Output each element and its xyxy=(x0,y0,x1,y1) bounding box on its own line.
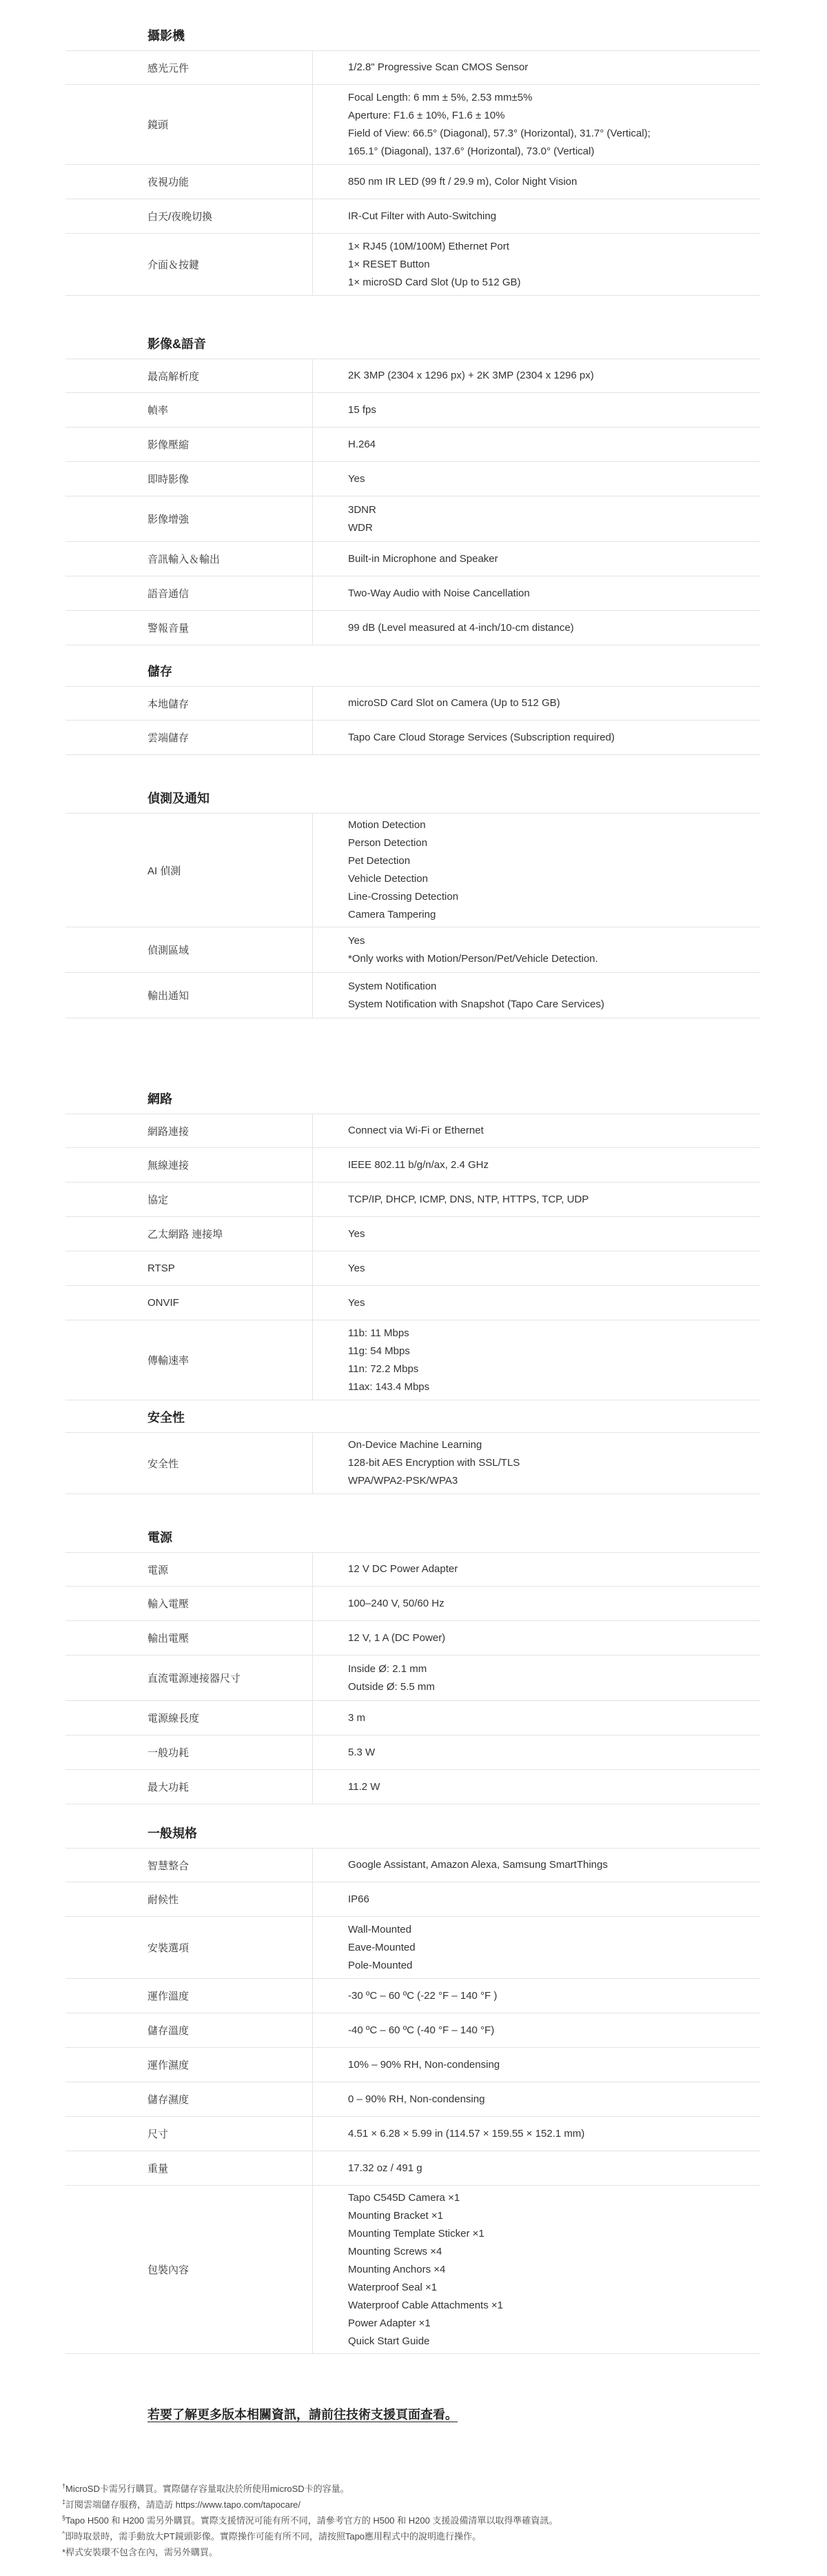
spec-value-line: H.264 xyxy=(348,438,376,450)
spec-label: 白天/夜晚切換 xyxy=(147,211,213,223)
spec-value-line: Person Detection xyxy=(348,837,428,849)
spec-label: 最高解析度 xyxy=(147,370,200,383)
spec-value xyxy=(348,1251,753,1285)
column-divider xyxy=(312,2117,313,2151)
spec-value xyxy=(348,542,753,576)
spec-value xyxy=(348,1770,753,1804)
spec-value-line: Waterproof Cable Attachments ×1 xyxy=(348,2299,503,2311)
column-divider xyxy=(312,721,313,754)
spec-value-line: Aperture: F1.6 ± 10%, F1.6 ± 10% xyxy=(348,109,505,121)
spec-label: 語音通信 xyxy=(147,588,190,600)
spec-value xyxy=(348,1917,753,1978)
spec-value xyxy=(348,687,753,720)
spec-value xyxy=(348,1433,753,1493)
column-divider xyxy=(312,687,313,720)
spec-label: 一般功耗 xyxy=(147,1747,190,1759)
spec-row xyxy=(65,2013,760,2048)
spec-label: 耐候性 xyxy=(147,1894,179,1906)
spec-value-line: 1× RESET Button xyxy=(348,258,430,270)
spec-value-line: 4.51 × 6.28 × 5.99 in (114.57 × 159.55 × 152.1 mm) xyxy=(348,2127,585,2140)
spec-row xyxy=(65,1701,760,1735)
spec-row xyxy=(65,1217,760,1251)
section-title: 影像&語音 xyxy=(147,337,206,351)
spec-value xyxy=(348,927,753,972)
column-divider xyxy=(312,576,313,610)
spec-value-line: 10% – 90% RH, Non-condensing xyxy=(348,2058,500,2071)
spec-value-line: 99 dB (Level measured at 4-inch/10-cm distance) xyxy=(348,621,574,634)
spec-row xyxy=(65,686,760,721)
spec-value xyxy=(348,199,753,233)
spec-label: 影像增強 xyxy=(147,514,190,525)
spec-value-line: Quick Start Guide xyxy=(348,2335,430,2347)
spec-value-line: 1/2.8" Progressive Scan CMOS Sensor xyxy=(348,61,529,73)
column-divider xyxy=(312,1917,313,1978)
column-divider xyxy=(312,1770,313,1804)
spec-value-line: 11ax: 143.4 Mbps xyxy=(348,1380,430,1393)
spec-value-line: System Notification xyxy=(348,980,437,992)
spec-value xyxy=(348,2013,753,2047)
column-divider xyxy=(312,611,313,645)
spec-label: 協定 xyxy=(147,1194,169,1206)
spec-label: 電源線長度 xyxy=(147,1713,200,1724)
column-divider xyxy=(312,1114,313,1147)
footnote-text: MicroSD卡需另行購買。實際儲存容量取決於所使用microSD卡的容量。 xyxy=(65,2484,349,2494)
spec-label: 輸出通知 xyxy=(147,990,190,1002)
spec-value xyxy=(348,1148,753,1182)
spec-value-line: 3 m xyxy=(348,1711,366,1724)
spec-label: 警報音量 xyxy=(147,623,190,634)
spec-row xyxy=(65,1114,760,1148)
spec-value-line: Mounting Anchors ×4 xyxy=(348,2263,446,2275)
spec-value-line: Tapo Care Cloud Storage Services (Subscription required) xyxy=(348,731,615,743)
spec-value-line: On-Device Machine Learning xyxy=(348,1439,482,1451)
column-divider xyxy=(312,973,313,1018)
column-divider xyxy=(312,393,313,427)
column-divider xyxy=(312,2151,313,2185)
spec-value-line: 15 fps xyxy=(348,403,376,416)
spec-value-line: Inside Ø: 2.1 mm xyxy=(348,1662,427,1675)
column-divider xyxy=(312,359,313,392)
spec-value-line: 2K 3MP (2304 x 1296 px) + 2K 3MP (2304 x 1296 px) xyxy=(348,370,594,381)
spec-value-line: WDR xyxy=(348,521,373,534)
column-divider xyxy=(312,1183,313,1216)
spec-value xyxy=(348,1621,753,1655)
column-divider xyxy=(312,51,313,84)
spec-value xyxy=(348,165,753,199)
spec-label: 直流電源連接器尺寸 xyxy=(147,1673,241,1684)
spec-value-line: 128-bit AES Encryption with SSL/TLS xyxy=(348,1457,520,1469)
spec-row xyxy=(65,1656,760,1701)
spec-row xyxy=(65,1735,760,1770)
spec-value-line: Power Adapter ×1 xyxy=(348,2317,431,2329)
spec-value xyxy=(348,462,753,496)
footnote-text: *桿式安裝環不包含在內，需另外購買。 xyxy=(62,2547,218,2557)
spec-label: 夜視功能 xyxy=(147,177,190,188)
spec-row xyxy=(65,1917,760,1979)
column-divider xyxy=(312,1979,313,2013)
spec-value-line: IR-Cut Filter with Auto-Switching xyxy=(348,210,497,222)
spec-row xyxy=(65,1251,760,1286)
spec-label: 儲存溫度 xyxy=(147,2025,190,2037)
spec-row xyxy=(65,1552,760,1587)
footnote-text: 即時取景時，需手動放大PT鏡頭影像。實際操作可能有所不同，請按照Tapo應用程式中的說明進行操作。 xyxy=(65,2531,482,2542)
spec-row xyxy=(65,496,760,542)
spec-value-line: *Only works with Motion/Person/Pet/Vehicle Detection. xyxy=(348,952,598,965)
footnote-line xyxy=(62,2497,765,2513)
spec-value xyxy=(348,1587,753,1620)
spec-label: 安裝選項 xyxy=(147,1942,190,1954)
spec-value-line: Eave-Mounted xyxy=(348,1941,416,1953)
spec-row xyxy=(65,1183,760,1217)
spec-value xyxy=(348,2048,753,2082)
spec-value-line: 12 V DC Power Adapter xyxy=(348,1563,458,1575)
spec-row xyxy=(65,1148,760,1183)
footnote-mark: § xyxy=(62,2514,66,2522)
spec-row xyxy=(65,1587,760,1621)
spec-label: ONVIF xyxy=(147,1297,179,1309)
column-divider xyxy=(312,496,313,541)
spec-row xyxy=(65,1621,760,1656)
column-divider xyxy=(312,1148,313,1182)
spec-value xyxy=(348,1286,753,1320)
spec-row xyxy=(65,165,760,199)
spec-value-line: Two-Way Audio with Noise Cancellation xyxy=(348,587,530,599)
spec-value-line: 100–240 V, 50/60 Hz xyxy=(348,1597,445,1609)
spec-value xyxy=(348,359,753,392)
spec-value-line: 1× RJ45 (10M/100M) Ethernet Port xyxy=(348,240,509,252)
spec-value-line: TCP/IP, DHCP, ICMP, DNS, NTP, HTTPS, TCP, UDP xyxy=(348,1193,589,1205)
spec-value-line: 11.2 W xyxy=(348,1780,380,1793)
spec-label: 運作溫度 xyxy=(147,1991,190,2002)
spec-row xyxy=(65,2186,760,2354)
spec-value xyxy=(348,1701,753,1735)
spec-value-line: IP66 xyxy=(348,1893,369,1905)
footnote-line xyxy=(62,2544,765,2560)
spec-row xyxy=(65,2048,760,2082)
spec-value-line: -40 ºC – 60 ºC (-40 °F – 140 °F) xyxy=(348,2024,495,2036)
spec-row xyxy=(65,611,760,645)
spec-label: 偵測區域 xyxy=(147,945,190,956)
spec-value-line: 12 V, 1 A (DC Power) xyxy=(348,1631,446,1644)
spec-value xyxy=(348,2117,753,2151)
spec-label: 即時影像 xyxy=(147,474,190,485)
spec-label: 介面＆按鍵 xyxy=(147,259,200,271)
spec-label: 尺寸 xyxy=(147,2129,169,2140)
spec-value-line: Yes xyxy=(348,1262,365,1274)
spec-label: 智慧整合 xyxy=(147,1860,190,1872)
spec-value-line: Vehicle Detection xyxy=(348,873,428,885)
section-title: 安全性 xyxy=(147,1411,185,1425)
spec-row xyxy=(65,1286,760,1320)
spec-row xyxy=(65,973,760,1018)
spec-value-line: 165.1° (Diagonal), 137.6° (Horizontal), 73.0° (Vertical) xyxy=(348,145,595,157)
spec-row xyxy=(65,927,760,973)
spec-value xyxy=(348,721,753,754)
footnote-text: Tapo H500 和 H200 需另外購買。實際支援情況可能有所不同，請參考官方的 H500 和 H200 支援設備清單以取得準確資訊。 xyxy=(65,2515,558,2526)
footnote-mark: ^ xyxy=(62,2530,65,2537)
column-divider xyxy=(312,165,313,199)
spec-row xyxy=(65,1432,760,1494)
spec-row xyxy=(65,1320,760,1400)
spec-value xyxy=(348,85,753,164)
spec-value-line: Motion Detection xyxy=(348,819,426,831)
column-divider xyxy=(312,1656,313,1700)
spec-row xyxy=(65,234,760,296)
column-divider xyxy=(312,234,313,295)
spec-value-line: 3DNR xyxy=(348,503,376,516)
spec-label: 傳輸速率 xyxy=(147,1355,190,1367)
spec-row xyxy=(65,2117,760,2151)
spec-label: 包裝內容 xyxy=(147,2264,190,2276)
section-title: 網路 xyxy=(147,1092,172,1106)
spec-row xyxy=(65,50,760,85)
spec-value-line: Connect via Wi-Fi or Ethernet xyxy=(348,1125,484,1136)
spec-label: 本地儲存 xyxy=(147,698,190,710)
spec-value xyxy=(348,1849,753,1882)
spec-row xyxy=(65,2082,760,2117)
footnote-text: 訂閱雲端儲存服務，請造訪 https://www.tapo.com/tapocare/ xyxy=(65,2499,300,2510)
spec-value xyxy=(348,576,753,610)
column-divider xyxy=(312,542,313,576)
spec-value xyxy=(348,496,753,541)
spec-value-line: Camera Tampering xyxy=(348,909,436,920)
spec-row xyxy=(65,721,760,755)
spec-row xyxy=(65,85,760,165)
spec-value-line: 11n: 72.2 Mbps xyxy=(348,1362,419,1375)
column-divider xyxy=(312,1882,313,1916)
spec-value xyxy=(348,1320,753,1400)
spec-label: 儲存濕度 xyxy=(147,2094,190,2106)
spec-value-line: 1× microSD Card Slot (Up to 512 GB) xyxy=(348,276,521,288)
section-title: 儲存 xyxy=(147,665,172,678)
spec-value-line: 850 nm IR LED (99 ft / 29.9 m), Color Night Vision xyxy=(348,175,578,188)
spec-label: 輸入電壓 xyxy=(147,1598,190,1610)
spec-value xyxy=(348,1656,753,1700)
spec-value xyxy=(348,51,753,84)
spec-value-line: 0 – 90% RH, Non-condensing xyxy=(348,2093,485,2105)
spec-value xyxy=(348,1882,753,1916)
spec-value-line: Mounting Screws ×4 xyxy=(348,2245,442,2257)
spec-value-line: Mounting Template Sticker ×1 xyxy=(348,2227,484,2240)
spec-value-line: Tapo C545D Camera ×1 xyxy=(348,2191,460,2204)
spec-label: 影像壓縮 xyxy=(147,439,190,451)
spec-value xyxy=(348,2082,753,2116)
spec-label: 幀率 xyxy=(147,405,169,416)
spec-value xyxy=(348,2151,753,2185)
spec-value-line: Focal Length: 6 mm ± 5%, 2.53 mm±5% xyxy=(348,91,533,103)
footnotes xyxy=(62,2481,765,2560)
spec-label: 重量 xyxy=(147,2163,169,2175)
spec-label: 雲端儲存 xyxy=(147,732,190,744)
spec-row xyxy=(65,462,760,496)
column-divider xyxy=(312,85,313,164)
section-title: 攝影機 xyxy=(147,29,185,43)
section-title: 一般規格 xyxy=(147,1827,197,1840)
spec-label: 運作濕度 xyxy=(147,2060,190,2071)
column-divider xyxy=(312,1286,313,1320)
spec-row xyxy=(65,576,760,611)
spec-value-line: 17.32 oz / 491 g xyxy=(348,2162,422,2174)
spec-value xyxy=(348,611,753,645)
spec-value xyxy=(348,1217,753,1251)
spec-label: 電源 xyxy=(147,1564,169,1576)
spec-label: 感光元件 xyxy=(147,62,190,74)
spec-row xyxy=(65,1770,760,1804)
spec-value-line: WPA/WPA2-PSK/WPA3 xyxy=(348,1475,458,1487)
spec-label: 鏡頭 xyxy=(147,119,169,131)
spec-label: AI 偵測 xyxy=(147,865,181,877)
spec-value-line: Yes xyxy=(348,934,365,947)
spec-value-line: Line-Crossing Detection xyxy=(348,891,459,903)
spec-value xyxy=(348,1114,753,1147)
column-divider xyxy=(312,199,313,233)
footnote-line xyxy=(62,2481,765,2497)
spec-value-line: microSD Card Slot on Camera (Up to 512 GB) xyxy=(348,697,560,709)
spec-row xyxy=(65,427,760,462)
spec-value-line: Google Assistant, Amazon Alexa, Samsung SmartThings xyxy=(348,1859,608,1871)
spec-value-line: Outside Ø: 5.5 mm xyxy=(348,1680,435,1693)
column-divider xyxy=(312,462,313,496)
column-divider xyxy=(312,927,313,972)
column-divider xyxy=(312,2186,313,2353)
spec-value-line: IEEE 802.11 b/g/n/ax, 2.4 GHz xyxy=(348,1158,489,1171)
section-title: 電源 xyxy=(147,1531,172,1544)
column-divider xyxy=(312,1849,313,1882)
spec-label: 安全性 xyxy=(147,1458,179,1470)
column-divider xyxy=(312,2013,313,2047)
spec-row xyxy=(65,1882,760,1917)
spec-label: 無線連接 xyxy=(147,1160,190,1171)
spec-value xyxy=(348,1979,753,2013)
spec-row xyxy=(65,2151,760,2186)
spec-value xyxy=(348,234,753,295)
spec-row xyxy=(65,813,760,927)
spec-row xyxy=(65,199,760,234)
spec-row xyxy=(65,1848,760,1882)
spec-value-line: Pet Detection xyxy=(348,855,411,867)
spec-value-line: 11g: 54 Mbps xyxy=(348,1345,410,1357)
footnote-mark: † xyxy=(62,2482,66,2490)
spec-value xyxy=(348,1553,753,1586)
spec-value-line: Yes xyxy=(348,1227,365,1240)
footnote-line xyxy=(62,2528,765,2544)
spec-value xyxy=(348,1183,753,1216)
column-divider xyxy=(312,1587,313,1620)
section-title: 偵測及通知 xyxy=(147,792,210,805)
column-divider xyxy=(312,1735,313,1769)
column-divider xyxy=(312,1320,313,1400)
spec-value xyxy=(348,2186,753,2353)
column-divider xyxy=(312,814,313,927)
column-divider xyxy=(312,2048,313,2082)
spec-value-line: 11b: 11 Mbps xyxy=(348,1327,409,1339)
spec-value-line: Built-in Microphone and Speaker xyxy=(348,552,498,565)
column-divider xyxy=(312,427,313,461)
spec-value-line: Wall-Mounted xyxy=(348,1923,411,1935)
spec-value-line: Yes xyxy=(348,472,365,485)
spec-value xyxy=(348,973,753,1018)
spec-value-line: Pole-Mounted xyxy=(348,1959,413,1971)
column-divider xyxy=(312,2082,313,2116)
column-divider xyxy=(312,1621,313,1655)
spec-value-line: System Notification with Snapshot (Tapo Care Services) xyxy=(348,998,604,1010)
spec-label: 輸出電壓 xyxy=(147,1633,190,1644)
column-divider xyxy=(312,1251,313,1285)
spec-value xyxy=(348,814,753,927)
spec-label: 乙太網路 連接埠 xyxy=(147,1229,223,1240)
spec-value xyxy=(348,1735,753,1769)
column-divider xyxy=(312,1553,313,1586)
spec-label: RTSP xyxy=(147,1262,175,1274)
column-divider xyxy=(312,1217,313,1251)
spec-label: 最大功耗 xyxy=(147,1782,190,1793)
spec-value-line: Yes xyxy=(348,1296,365,1309)
spec-value xyxy=(348,427,753,461)
spec-value xyxy=(348,393,753,427)
spec-row xyxy=(65,542,760,576)
spec-value-line: 5.3 W xyxy=(348,1746,376,1758)
support-page-link[interactable]: 若要了解更多版本相關資訊，請前往技術支援頁面查看。 xyxy=(147,2408,458,2422)
spec-label: 音訊輸入＆輸出 xyxy=(147,554,221,565)
column-divider xyxy=(312,1701,313,1735)
spec-row xyxy=(65,393,760,427)
footnote-line xyxy=(62,2513,765,2528)
spec-row xyxy=(65,359,760,393)
spec-label: 網路連接 xyxy=(147,1125,190,1138)
spec-value-line: -30 ºC – 60 ºC (-22 °F – 140 °F ) xyxy=(348,1989,498,2002)
spec-row xyxy=(65,1979,760,2013)
spec-value-line: Mounting Bracket ×1 xyxy=(348,2209,443,2222)
footnote-mark: ‡ xyxy=(62,2498,66,2506)
spec-value-line: Field of View: 66.5° (Diagonal), 57.3° (Horizontal), 31.7° (Vertical); xyxy=(348,127,651,139)
spec-value-line: Waterproof Seal ×1 xyxy=(348,2281,438,2293)
column-divider xyxy=(312,1433,313,1493)
